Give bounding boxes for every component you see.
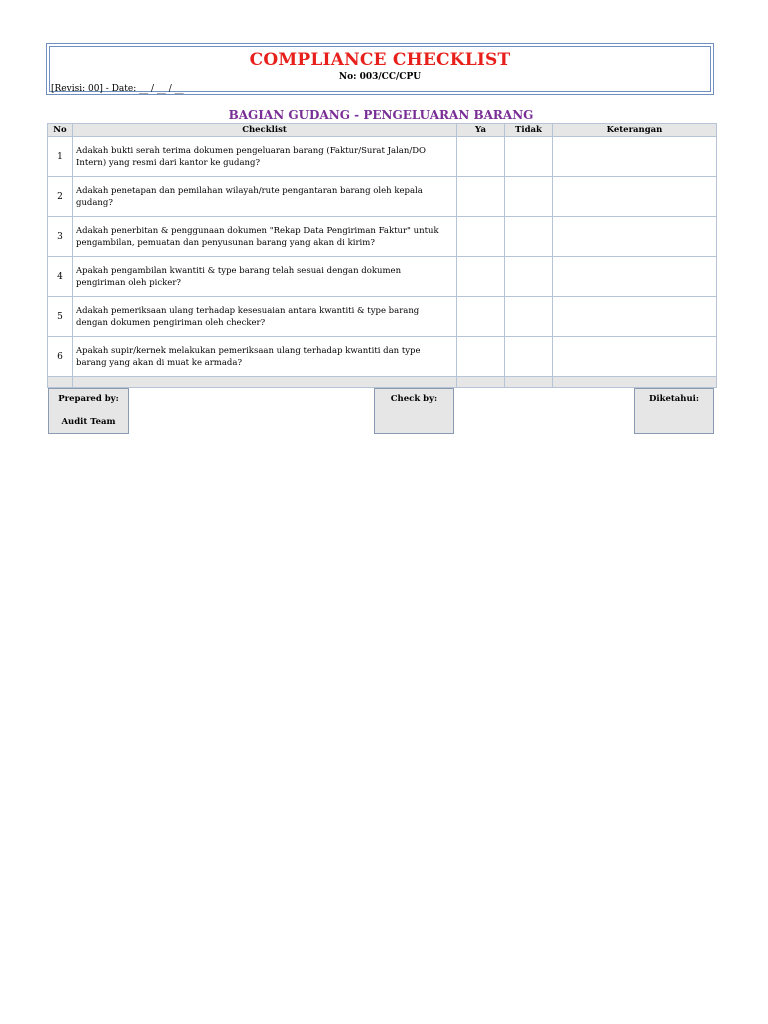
diketahui-label: Diketahui: [648,394,700,404]
row-number: 5 [48,297,73,337]
diketahui-box [634,388,714,434]
table-footer-row [48,377,717,388]
checklist-item: Adakah bukti serah terima dokumen pengeluaran barang (Faktur/Surat Jalan/DO Intern) yang resmi dari kantor ke gudang? [73,137,457,177]
table-row [48,217,717,257]
revision-date: [Revisi: 00] - Date: __ / __ / __ [51,84,184,94]
checklist-item: Adakah penerbitan & penggunaan dokumen "Rekap Data Pengiriman Faktur" untuk pengambilan, pemuatan dan penyusunan barang yang akan di kirim? [73,217,457,257]
keterangan-cell[interactable] [553,297,717,337]
ya-cell[interactable] [457,177,505,217]
tidak-cell[interactable] [505,137,553,177]
section-title: BAGIAN GUDANG - PENGELUARAN BARANG [228,108,534,122]
tidak-cell[interactable] [505,217,553,257]
table-row [48,257,717,297]
row-number: 1 [48,137,73,177]
row-number: 4 [48,257,73,297]
keterangan-cell[interactable] [553,217,717,257]
document-header [46,43,714,95]
ya-cell[interactable] [457,297,505,337]
checklist-item: Apakah pengambilan kwantiti & type barang telah sesuai dengan dokumen pengiriman oleh picker? [73,257,457,297]
prepared-by-box [48,388,129,434]
ya-cell[interactable] [457,137,505,177]
footer-cell [553,377,717,388]
keterangan-cell[interactable] [553,337,717,377]
ya-cell[interactable] [457,257,505,297]
keterangan-cell[interactable] [553,137,717,177]
column-header-ya: Ya [457,124,505,137]
prepared-by-name: Audit Team [61,417,116,427]
tidak-cell[interactable] [505,337,553,377]
footer-cell [48,377,73,388]
tidak-cell[interactable] [505,297,553,337]
keterangan-cell[interactable] [553,257,717,297]
row-number: 2 [48,177,73,217]
prepared-by-label: Prepared by: [58,394,119,404]
document-title: COMPLIANCE CHECKLIST [249,50,511,70]
row-number: 3 [48,217,73,257]
footer-cell [73,377,457,388]
footer-cell [457,377,505,388]
tidak-cell[interactable] [505,257,553,297]
check-by-box [374,388,454,434]
row-number: 6 [48,337,73,377]
footer-cell [505,377,553,388]
table-row [48,137,717,177]
table-row [48,337,717,377]
column-header-checklist: Checklist [73,124,457,137]
keterangan-cell[interactable] [553,177,717,217]
table-row [48,177,717,217]
table-header-row [48,124,717,137]
ya-cell[interactable] [457,337,505,377]
column-header-tidak: Tidak [505,124,553,137]
ya-cell[interactable] [457,217,505,257]
column-header-no: No [48,124,73,137]
checklist-item: Apakah supir/kernek melakukan pemeriksaan ulang terhadap kwantiti dan type barang yang akan di muat ke armada? [73,337,457,377]
column-header-keterangan: Keterangan [553,124,717,137]
document-header-inner [49,46,711,92]
table-row [48,297,717,337]
document-number: No: 003/CC/CPU [338,72,422,82]
checklist-item: Adakah pemeriksaan ulang terhadap kesesuaian antara kwantiti & type barang dengan dokumen pengiriman oleh checker? [73,297,457,337]
tidak-cell[interactable] [505,177,553,217]
checklist-item: Adakah penetapan dan pemilahan wilayah/rute pengantaran barang oleh kepala gudang? [73,177,457,217]
check-by-label: Check by: [390,394,438,404]
checklist-table [47,123,717,388]
